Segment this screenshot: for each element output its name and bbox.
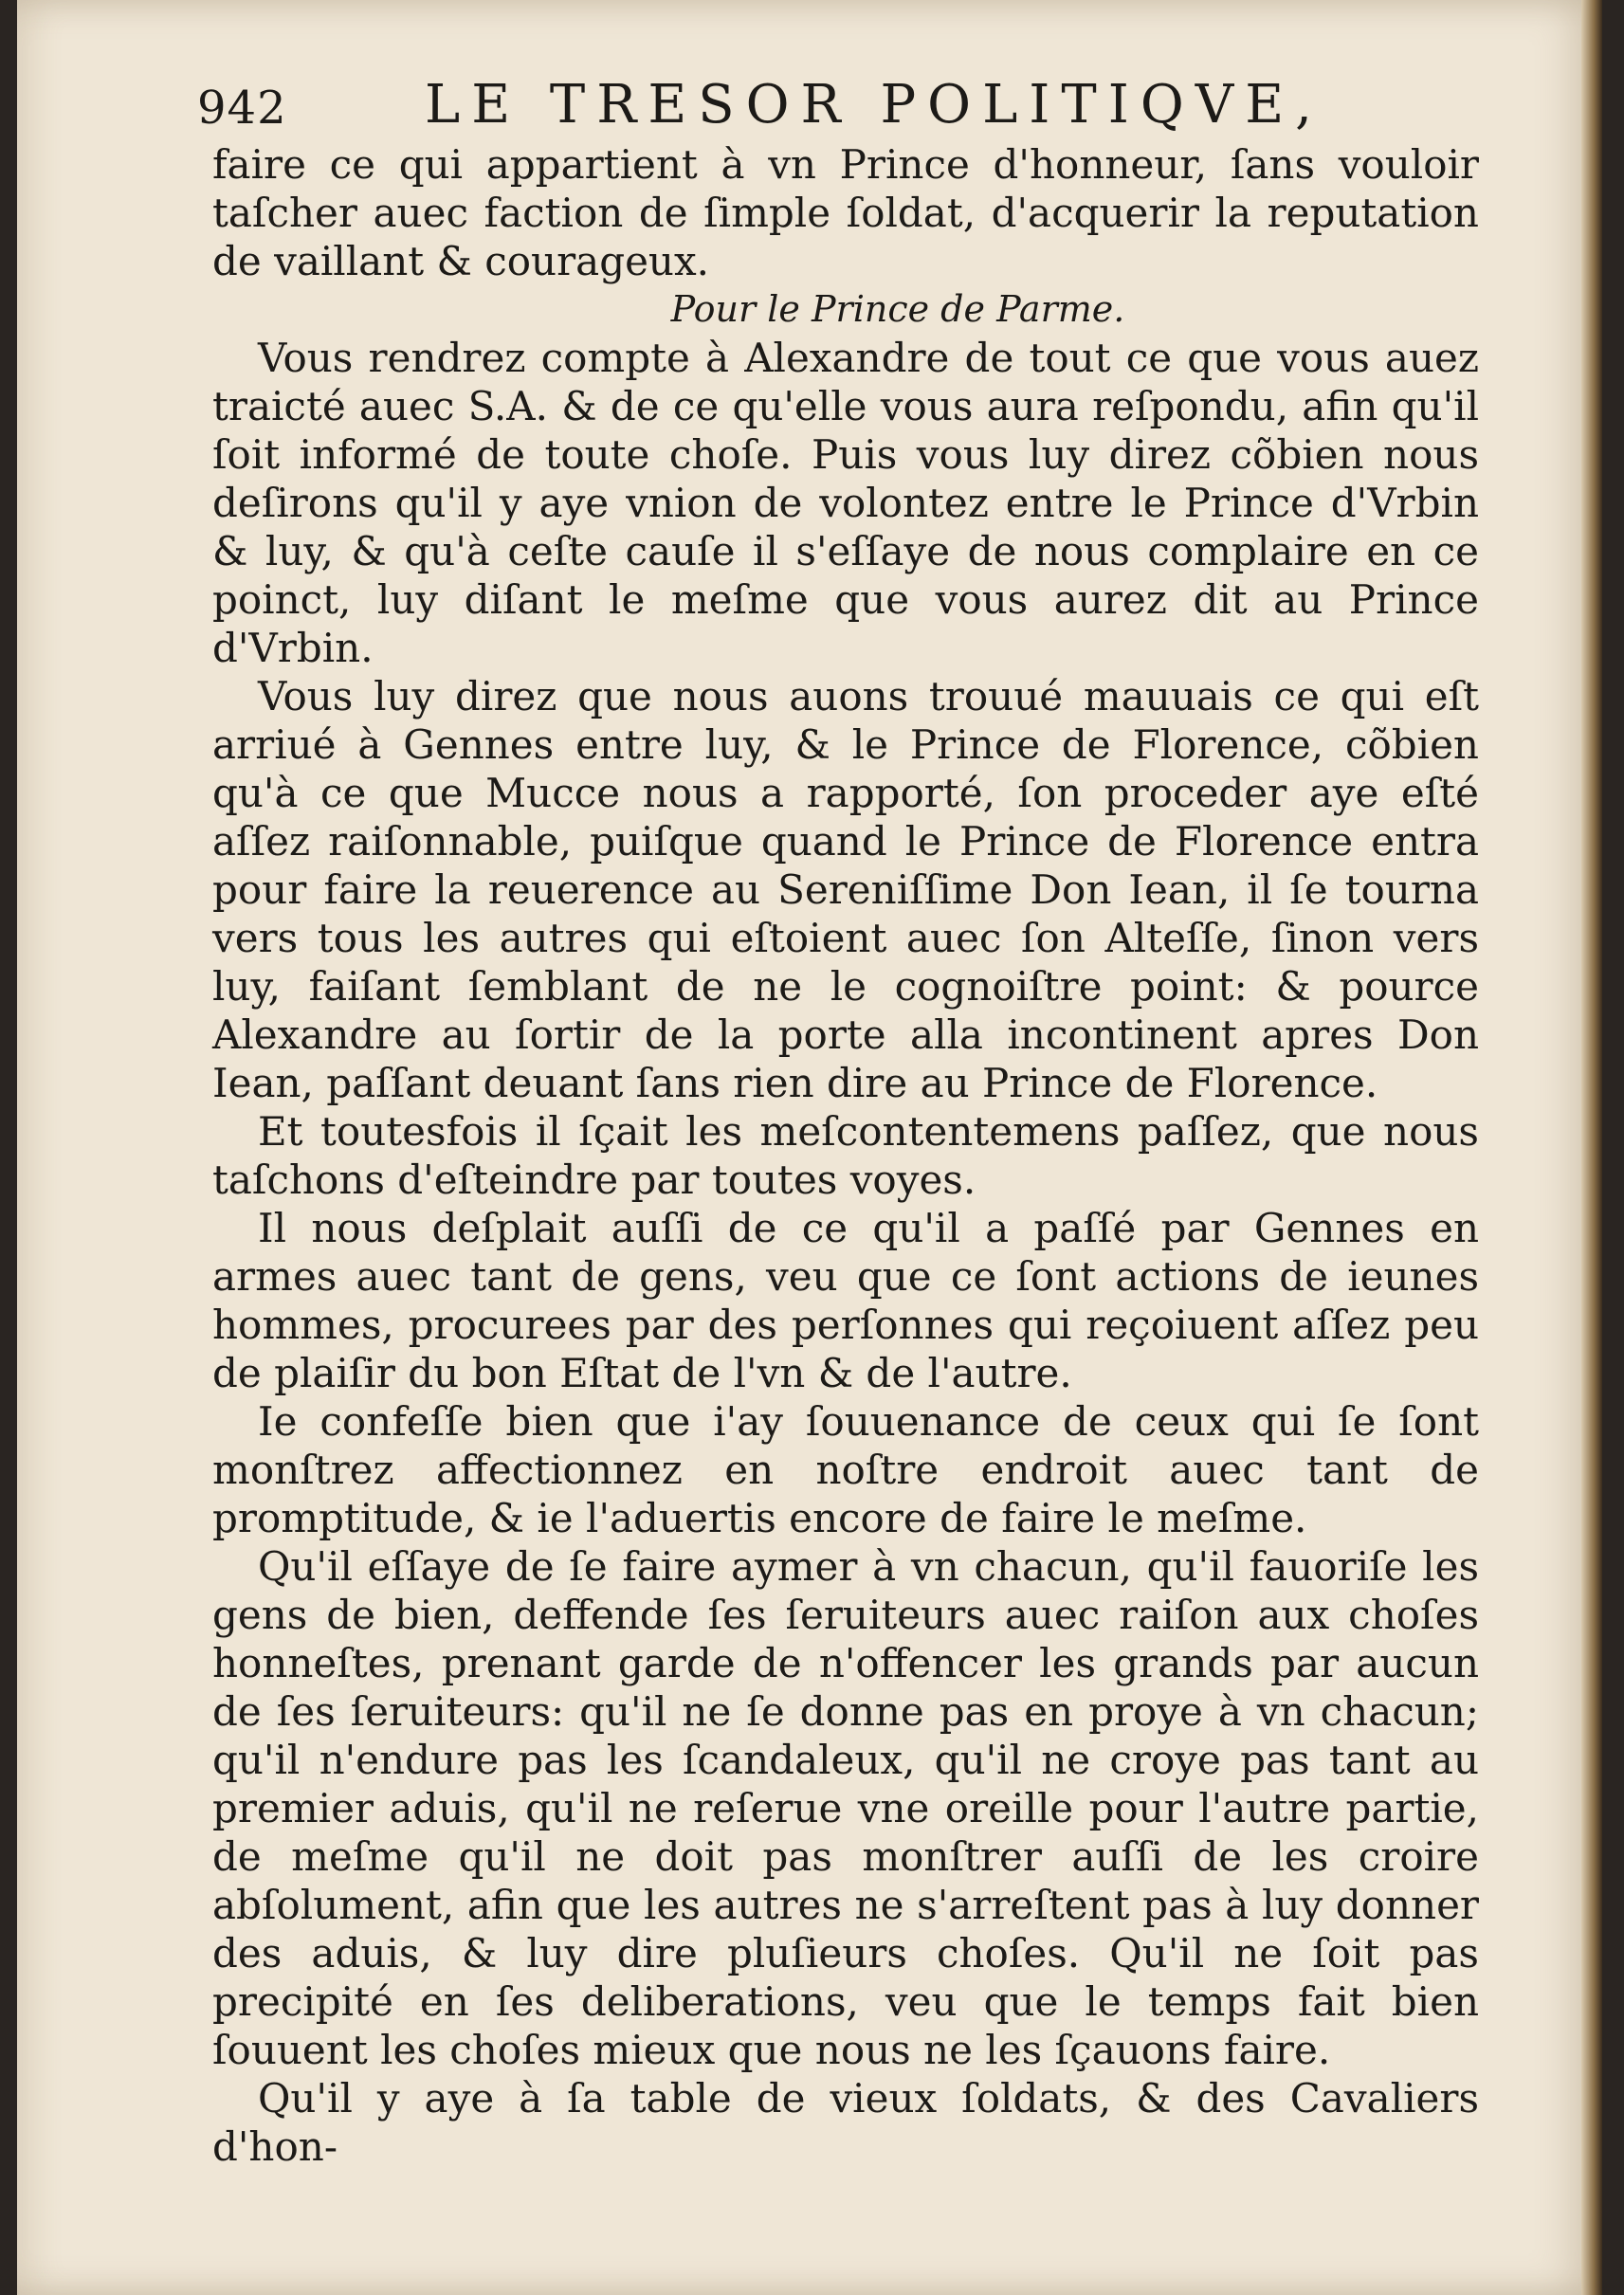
book-page [17, 0, 1602, 2295]
paragraph: Qu'il y aye à ſa table de vieux ſoldats, & des Cavaliers d'hon- [212, 2075, 1479, 2170]
intro-paragraph: faire ce qui appartient à vn Prince d'honneur, ſans vouloir taſcher auec faction de ſimple ſoldat, d'acquerir la reputation de vaillant & courageux. [212, 141, 1479, 284]
section-heading: Pour le Prince de Parme. [670, 288, 1125, 330]
paragraph: Et toutesfois il ſçait les meſcontentemens paſſez, que nous taſchons d'eſteindre par toutes voyes. [212, 1108, 1479, 1203]
paragraph: Ie confeſſe bien que i'ay ſouuenance de ceux qui ſe ſont monſtrez affectionnez en noſtre endroit auec tant de promptitude, & ie l'aduertis encore de faire le meſme. [212, 1398, 1479, 1541]
paragraph: Vous rendrez compte à Alexandre de tout ce que vous auez traicté auec S.A. & de ce qu'elle vous aura reſpondu, afin qu'il ſoit informé de toute choſe. Puis vous luy direz cõbien nous deſirons qu'il y aye vnion de volontez entre le Prince d'Vrbin & luy, & qu'à ceſte cauſe il s'eſſaye de nous complaire en ce poinct, luy diſant le meſme que vous aurez dit au Prince d'Vrbin. [212, 335, 1479, 671]
page-body [212, 140, 1479, 2171]
page-number: 942 [197, 82, 287, 135]
paragraph: Vous luy direz que nous auons trouué mauuais ce qui eſt arriué à Gennes entre luy, & le Prince de Florence, cõbien qu'à ce que Mucce nous a rapporté, ſon proceder aye eſté aſſez raiſonnable, puiſque quand le Prince de Florence entra pour faire la reuerence au Sereniſſime Don Iean, il ſe tourna vers tous les autres qui eſtoient auec ſon Alteſſe, ſinon vers luy, faiſant ſemblant de ne le cognoiſtre point: & pource Alexandre au ſortir de la porte alla incontinent apres Don Iean, paſſant deuant ſans rien dire au Prince de Florence. [212, 673, 1479, 1106]
page-edge [1581, 0, 1602, 2295]
paragraph: Il nous deſplait auſſi de ce qu'il a paſſé par Gennes en armes auec tant de gens, veu que ce ſont actions de ieunes hommes, procurees par des perſonnes qui reçoiuent aſſez peu de plaiſir du bon Eſtat de l'vn & de l'autre. [212, 1205, 1479, 1396]
running-title: LE TRESOR POLITIQVE, [425, 74, 1323, 136]
paragraph: Qu'il eſſaye de ſe faire aymer à vn chacun, qu'il fauoriſe les gens de bien, deffende ſes ſeruiteurs auec raiſon aux choſes honneſtes, prenant garde de n'offencer les grands par aucun de ſes ſeruiteurs: qu'il ne ſe donne pas en proye à vn chacun; qu'il n'endure pas les ſcandaleux, qu'il ne croye pas tant au premier aduis, qu'il ne reſerue vne oreille pour l'autre partie, de meſme qu'il ne doit pas monſtrer auſſi de les croire abſolument, afin que les autres ne s'arreſtent pas à luy donner des aduis, & luy dire pluſieurs choſes. Qu'il ne ſoit pas precipité en ſes deliberations, veu que le temps fait bien ſouuent les choſes mieux que nous ne les ſçauons faire. [212, 1543, 1479, 2073]
page-header [197, 68, 1392, 144]
